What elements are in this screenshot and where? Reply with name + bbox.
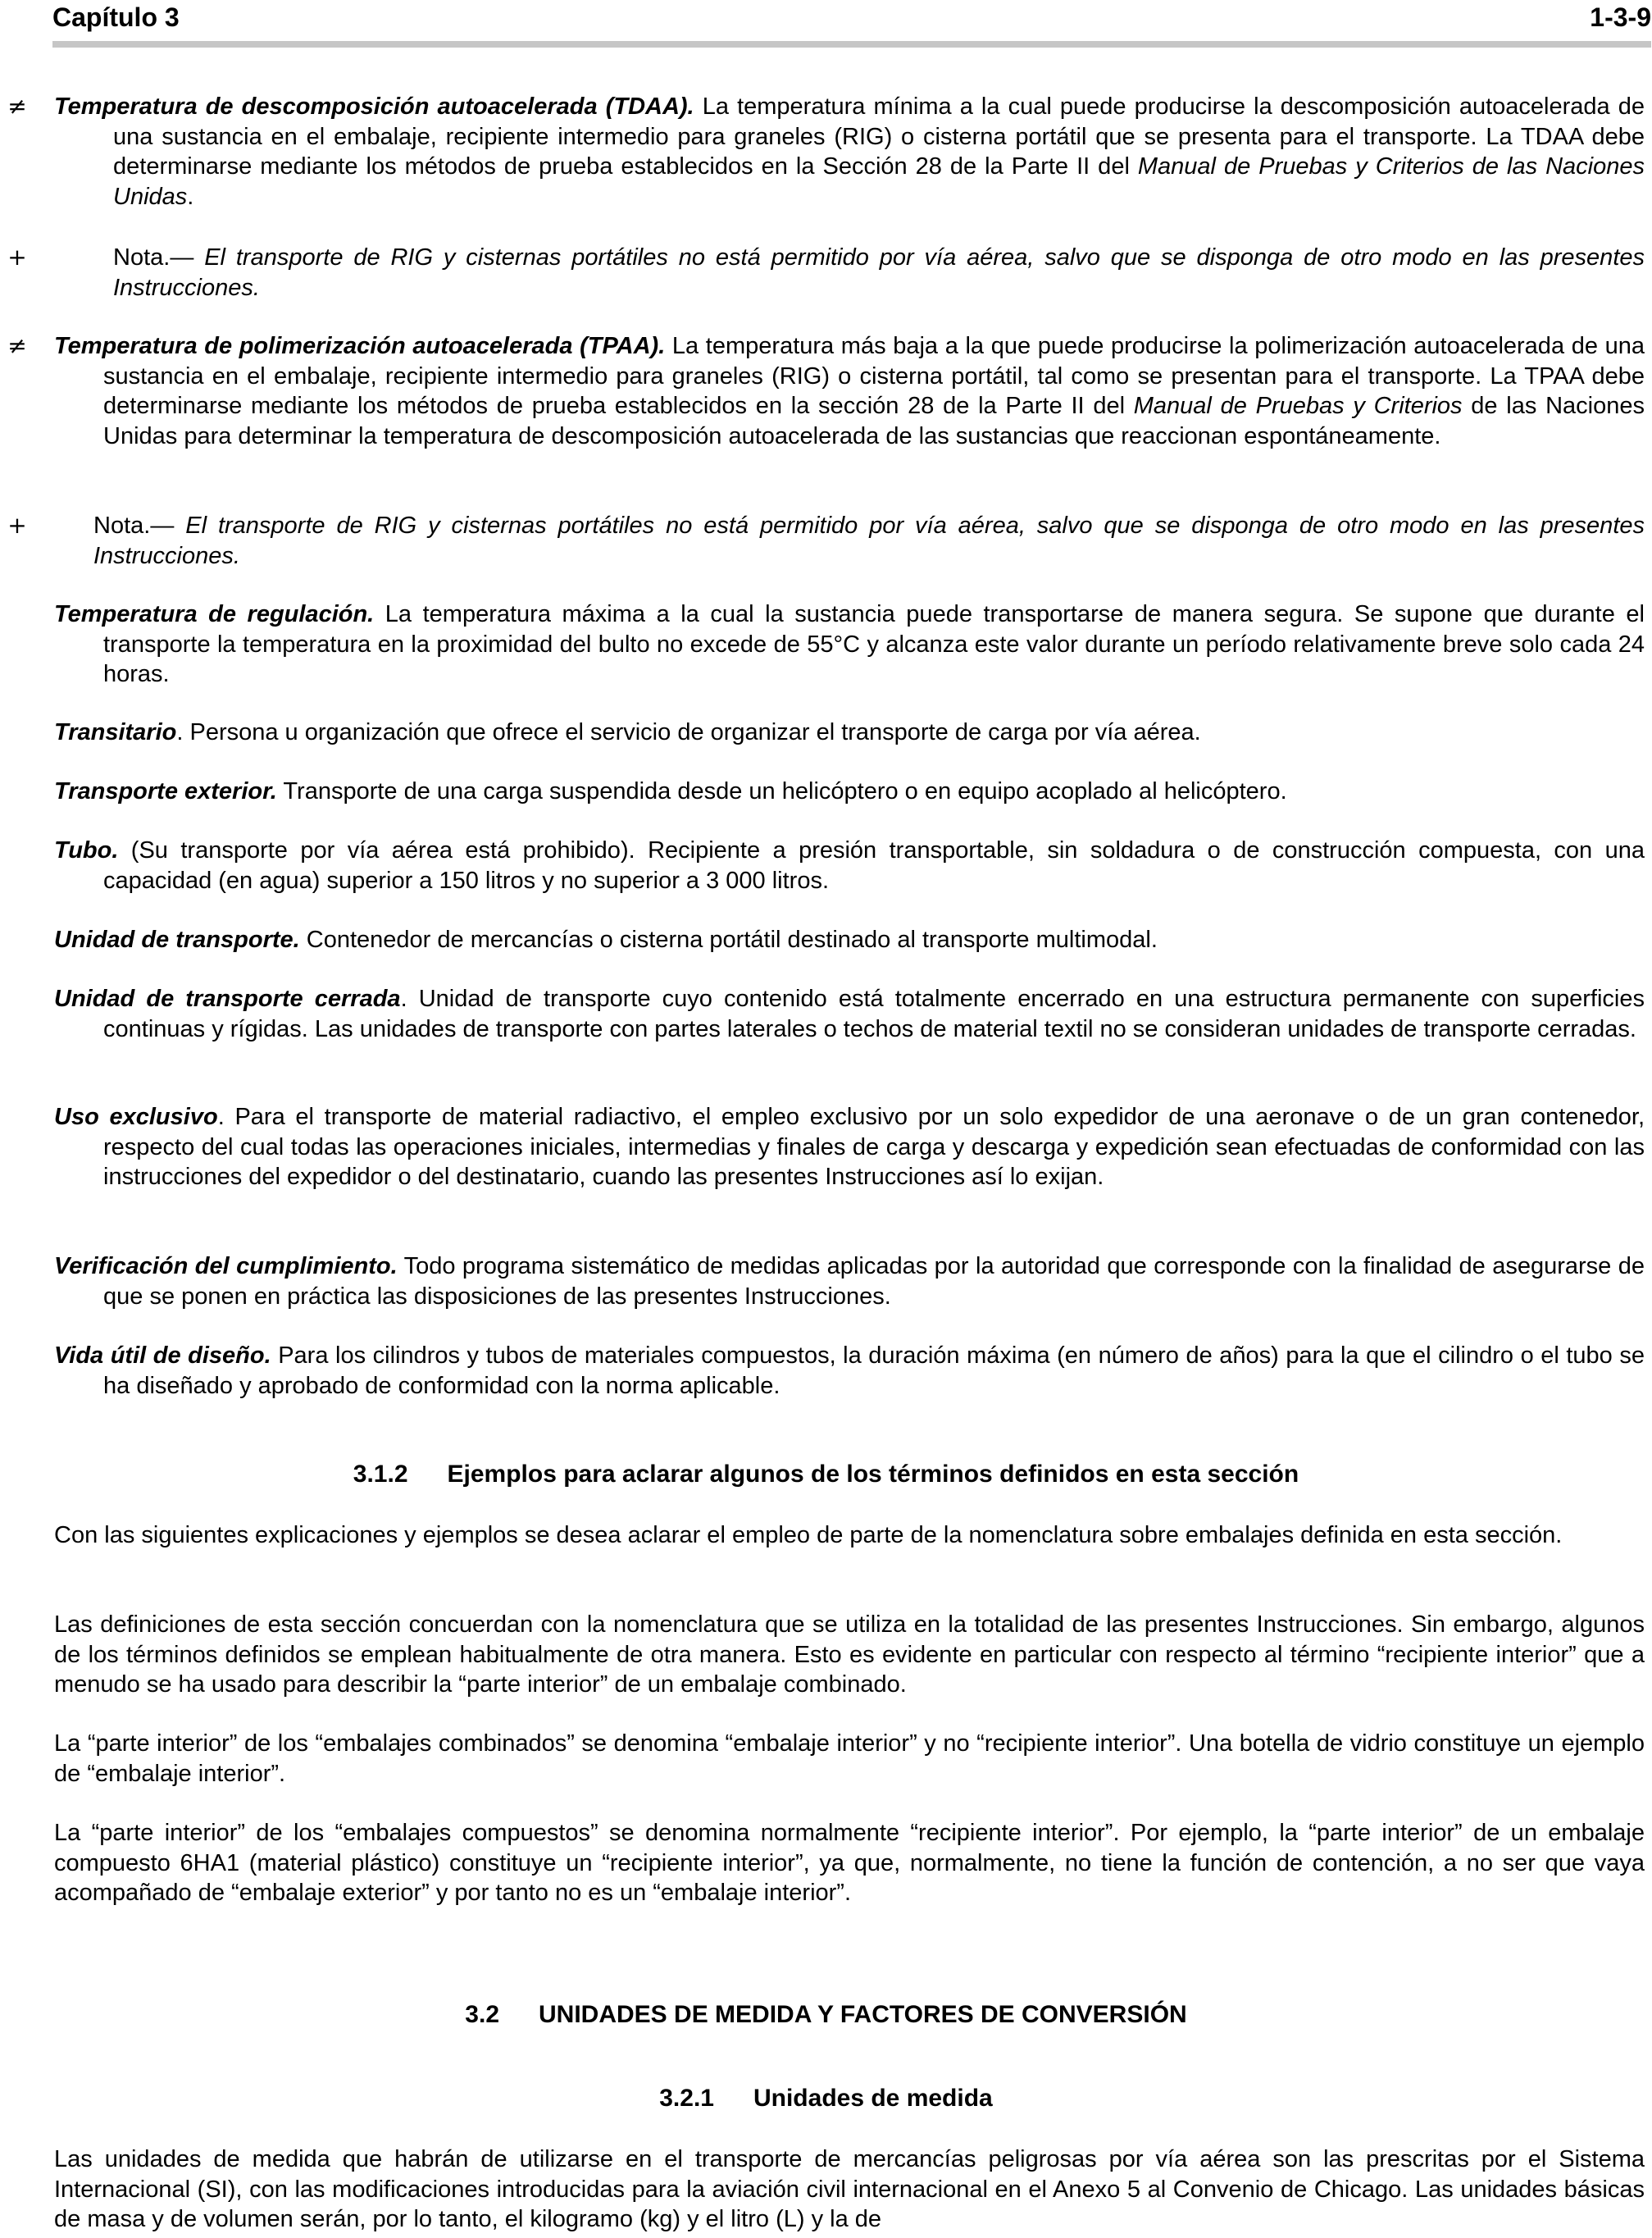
definition-italic: Manual de Pruebas y Criterios de las Naciones Unidas: [113, 153, 1645, 210]
paragraph: Las definiciones de esta sección concuerdan con la nomenclatura que se utiliza en la totalidad de las presentes Instrucciones. Sin embargo, algunos de los términos definidos se emplean habitualmente de otra manera. Esto es evidente en particular con respecto al término “recipiente interior” que a menudo se ha usado para describir la “parte interior” de un embalaje combinado.: [54, 1611, 1645, 1698]
section-number: 3.1.2: [353, 1461, 408, 1488]
definition-italic: Manual de Pruebas y Criterios: [1133, 393, 1463, 419]
definition-tail: de las Naciones Unidas para determinar la temperatura de descomposición autoacelerada de las sustancias que reaccionan espontáneamente.: [103, 393, 1645, 449]
definition-vida-util-diseno: [54, 1341, 1645, 1401]
note-text: [93, 511, 1645, 571]
definition-verificacion-cumplimiento: [54, 1251, 1645, 1311]
definition-body: La temperatura mínima a la cual puede producirse la descomposición autoacelerada de una sustancia en el embalaje, recipiente intermedio para graneles (RIG) o cisterna portátil que se presenta para el transporte. La TDAA debe determinarse mediante los métodos de prueba establecidos en la Sección 28 de la Parte II del: [113, 93, 1645, 180]
section-heading-3-2: [0, 2000, 1652, 2031]
definition-body: (Su transporte por vía aérea está prohibido). Recipiente a presión transportable, sin soldadura o de construcción compuesta, con una capacidad (en agua) superior a 150 litros y no superior a 3 000 litros.: [103, 837, 1645, 894]
definition-text: [54, 92, 1645, 212]
definition-term: Uso exclusivo: [54, 1104, 218, 1130]
definition-unidad-transporte: [54, 925, 1645, 955]
definition-tubo: [54, 836, 1645, 896]
definition-body: Para los cilindros y tubos de materiales compuestos, la duración máxima (en número de años) para la que el cilindro o el tubo se ha diseñado y aprobado de conformidad con la norma aplicable.: [103, 1342, 1645, 1399]
note-text: [113, 243, 1645, 303]
definition-term: Transporte exterior.: [54, 778, 277, 804]
definition-term: Temperatura de descomposición autoacelerada (TDAA).: [54, 93, 694, 120]
note-label: Nota.—: [113, 244, 194, 271]
definition-uso-exclusivo: [54, 1102, 1645, 1192]
page-header: [52, 0, 1651, 48]
definition-term: Verificación del cumplimiento.: [54, 1253, 398, 1279]
section-title: UNIDADES DE MEDIDA Y FACTORES DE CONVERSIÓN: [539, 2001, 1187, 2028]
definition-body: . Persona u organización que ofrece el servicio de organizar el transporte de carga por vía aérea.: [176, 719, 1201, 745]
paragraph: La “parte interior” de los “embalajes compuestos” se denomina normalmente “recipiente interior”. Por ejemplo, la “parte interior” de un embalaje compuesto 6HA1 (material plástico) constituye un “recipiente interior”, ya que, normalmente, no tiene la función de contención, a no ser que vaya acompañado de “embalaje exterior” y por tanto no es un “embalaje interior”.: [54, 1820, 1645, 1906]
change-marker: ≠: [7, 93, 27, 120]
definition-body: La temperatura máxima a la cual la sustancia puede transportarse de manera segura. Se supone que durante el transporte la temperatura en la proximidad del bulto no excede de 55°C y alcanza este valor durante un período relativamente breve solo cada 24 horas.: [103, 601, 1645, 687]
definition-body: . Unidad de transporte cuyo contenido está totalmente encerrado en una estructura permanente con superficies continuas y rígidas. Las unidades de transporte con partes laterales o techos de material textil no se consideran unidades de transporte cerradas.: [103, 986, 1645, 1042]
section-title: Unidades de medida: [753, 2085, 993, 2112]
section-heading-3-2-1: [0, 2084, 1652, 2114]
definition-body: Contenedor de mercancías o cisterna portátil destinado al transporte multimodal.: [299, 927, 1158, 953]
definition-transporte-exterior: [54, 777, 1645, 807]
definition-body: Todo programa sistemático de medidas aplicadas por la autoridad que corresponde con la finalidad de asegurarse de que se ponen en práctica las disposiciones de las presentes Instrucciones.: [103, 1253, 1645, 1310]
definition-body: Transporte de una carga suspendida desde un helicóptero o en equipo acoplado al helicóptero.: [276, 778, 1287, 804]
change-marker: ≠: [7, 332, 27, 359]
section-number: 3.2: [465, 2001, 500, 2028]
definition-term: Temperatura de regulación.: [54, 601, 375, 627]
definition-temperatura-regulacion: [54, 599, 1645, 690]
add-marker: +: [7, 512, 27, 539]
paragraph: La “parte interior” de los “embalajes combinados” se denomina “embalaje interior” y no “recipiente interior”. Una botella de vidrio constituye un ejemplo de “embalaje interior”.: [54, 1730, 1645, 1787]
definition-body: La temperatura más baja a la que puede producirse la polimerización autoacelerada de una sustancia en el embalaje, recipiente intermedio para graneles (RIG) o cisterna portátil, tal como se presentan para el transporte. La TPAA debe determinarse mediante los métodos de prueba establecidos en la sección 28 de la Parte II del: [103, 333, 1645, 419]
definition-term: Tubo.: [54, 837, 119, 864]
section-title: Ejemplos para aclarar algunos de los términos definidos en esta sección: [447, 1461, 1299, 1488]
definition-tail: .: [187, 183, 194, 210]
section-heading-3-1-2: [0, 1460, 1652, 1490]
paragraph: Con las siguientes explicaciones y ejemplos se desea aclarar el empleo de parte de la nomenclatura sobre embalajes definida en esta sección.: [54, 1522, 1563, 1548]
note-body: El transporte de RIG y cisternas portátiles no está permitido por vía aérea, salvo que se disponga de otro modo en las presentes Instrucciones.: [93, 513, 1645, 569]
paragraph: Las unidades de medida que habrán de utilizarse en el transporte de mercancías peligrosas por vía aérea son las prescritas por el Sistema Internacional (SI), con las modificaciones introducidas para la aviación civil internacional en el Anexo 5 al Convenio de Chicago. Las unidades básicas de masa y de volumen serán, por lo tanto, el kilogramo (kg) y el litro (L) y la de: [54, 2146, 1645, 2232]
definition-body: . Para el transporte de material radiactivo, el empleo exclusivo por un solo expedidor de una aeronave o de un gran contenedor, respecto del cual todas las operaciones iniciales, intermedias y finales de carga y descarga y expedición sean efectuadas de conformidad con las instrucciones del expedidor o del destinatario, cuando las presentes Instrucciones así lo exijan.: [103, 1104, 1645, 1190]
definition-term: Unidad de transporte cerrada: [54, 986, 401, 1012]
definition-transitario: [54, 718, 1645, 748]
note-label: Nota.—: [93, 513, 175, 539]
note-body: El transporte de RIG y cisternas portátiles no está permitido por vía aérea, salvo que se disponga de otro modo en las presentes Instrucciones.: [113, 244, 1645, 301]
definition-term: Unidad de transporte.: [54, 927, 300, 953]
definition-term: Temperatura de polimerización autoacelerada (TPAA).: [54, 333, 666, 359]
section-number: 3.2.1: [659, 2085, 714, 2112]
definition-term: Transitario: [54, 719, 177, 745]
definition-term: Vida útil de diseño.: [54, 1342, 271, 1369]
definition-text: [54, 331, 1645, 451]
definition-unidad-transporte-cerrada: [54, 984, 1645, 1044]
add-marker: +: [7, 244, 27, 271]
chapter-label: Capítulo 3: [52, 2, 180, 32]
page-number: 1-3-9: [1590, 2, 1651, 32]
